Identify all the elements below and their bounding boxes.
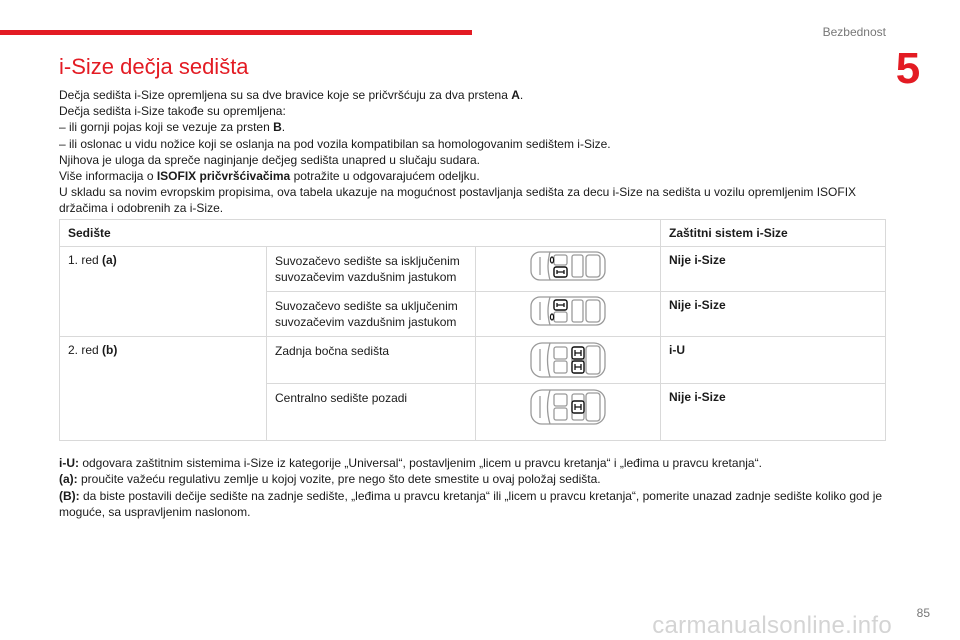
row-label-first xyxy=(60,247,267,337)
intro-text-segment: – ili gornji pojas koji se vezuje za prsten xyxy=(59,120,274,135)
footnote xyxy=(59,471,889,487)
intro-paragraph xyxy=(59,119,879,135)
intro-text-segment: . xyxy=(519,88,524,102)
row-label-second xyxy=(60,337,267,441)
footnote-label: (B): xyxy=(59,488,80,503)
seat-diagram-cell xyxy=(476,292,661,337)
footnote xyxy=(59,488,889,521)
i-size-status: Nije i-Size xyxy=(661,292,886,337)
intro-emphasis: ISOFIX pričvršćivačima xyxy=(156,169,291,184)
intro-emphasis: A xyxy=(511,88,520,102)
intro-emphasis: B xyxy=(273,120,282,135)
seat-description: Centralno sedište pozadi xyxy=(267,384,476,441)
seat-diagram-cell xyxy=(476,384,661,441)
page-title: i-Size dečja sedišta xyxy=(59,54,249,79)
car-seat-front-passenger-airbag-on-icon xyxy=(528,294,608,328)
i-size-status: Nije i-Size xyxy=(661,384,886,441)
intro-paragraph xyxy=(59,103,879,119)
footnote-label: i-U: xyxy=(59,456,79,470)
header-seat: Sedište xyxy=(60,220,661,247)
footnote-text: da biste postavili dečije sedište na zadnje sedište, „leđima u pravcu kretanja“ ili „licem u pravcu kretanja“, pomerite unazad zadnje sedište koliko god je moguće, sa uspravljenim naslonom. xyxy=(59,488,883,520)
i-size-status: i-U xyxy=(661,337,886,384)
seat-diagram-cell xyxy=(476,337,661,384)
footnote-text: proučite važeću regulativu zemlje u kojoj vozite, pre nego što dete smestite u ovaj položaj sedišta. xyxy=(77,472,601,487)
car-seat-rear-center-icon xyxy=(528,386,608,428)
intro-text-segment: – ili oslonac u vidu nožice koji se oslanja na pod vozila kompatibilan sa homologovanim sedištem i-Size. xyxy=(59,136,611,151)
i-size-status: Nije i-Size xyxy=(661,247,886,292)
intro-text-segment: Više informacija o xyxy=(59,169,157,184)
header-system: Zaštitni sistem i-Size xyxy=(661,220,886,247)
intro-text-segment: . xyxy=(281,120,286,135)
chapter-number: 5 xyxy=(895,44,921,93)
footnote-label: (a): xyxy=(59,472,78,487)
intro-paragraph xyxy=(59,152,879,168)
intro-text-segment: Dečja sedišta i-Size opremljena su sa dve bravice koje se pričvršćuju za dva prstena xyxy=(59,88,512,102)
table-row xyxy=(60,337,886,384)
chapter-color-bar xyxy=(0,30,472,35)
car-seat-front-passenger-airbag-off-icon xyxy=(528,249,608,283)
footnote-text: odgovara zaštitnim sistemima i-Size iz kategorije „Universal“, postavljenim „licem u pravcu kretanja“ i „leđima u pravcu kretanja“. xyxy=(79,456,762,470)
intro-text-segment: Njihova je uloga da spreče naginjanje dečjeg sedišta unapred u slučaju sudara. xyxy=(59,152,480,167)
intro-paragraph xyxy=(59,184,879,216)
seat-description: Zadnja bočna sedišta xyxy=(267,337,476,384)
section-name: Bezbednost xyxy=(822,25,886,39)
intro-text xyxy=(59,87,879,217)
intro-paragraph xyxy=(59,168,879,184)
car-seat-rear-outer-icon xyxy=(528,339,608,381)
row-label-note: (b) xyxy=(102,343,118,357)
footnote xyxy=(59,455,889,471)
intro-paragraph xyxy=(59,136,879,152)
intro-paragraph xyxy=(59,87,879,103)
seat-description: Suvozačevo sedište sa isključenim suvozačevim vazdušnim jastukom xyxy=(267,247,476,292)
intro-text-segment: potražite u odgovarajućem odeljku. xyxy=(290,169,480,184)
row-label-note: (a) xyxy=(102,253,117,267)
seat-diagram-cell xyxy=(476,247,661,292)
i-size-seat-table xyxy=(59,219,886,441)
footnotes xyxy=(59,455,889,521)
row-label-text: 1. red xyxy=(68,253,103,267)
row-label-text: 2. red xyxy=(68,343,103,357)
page-number: 85 xyxy=(916,606,930,620)
table-header-row xyxy=(60,220,886,247)
seat-description: Suvozačevo sedište sa uključenim suvozačevim vazdušnim jastukom xyxy=(267,292,476,337)
intro-text-segment: U skladu sa novim evropskim propisima, ova tabela ukazuje na mogućnost postavljanja sedišta za decu i-Size na sedišta u vozilu opremljenim ISOFIX držačima i odobrenih za i-Size. xyxy=(59,185,857,216)
table-row xyxy=(60,247,886,292)
intro-text-segment: Dečja sedišta i-Size takođe su opremljena: xyxy=(59,104,286,119)
watermark: carmanualsonline.info xyxy=(652,612,892,639)
